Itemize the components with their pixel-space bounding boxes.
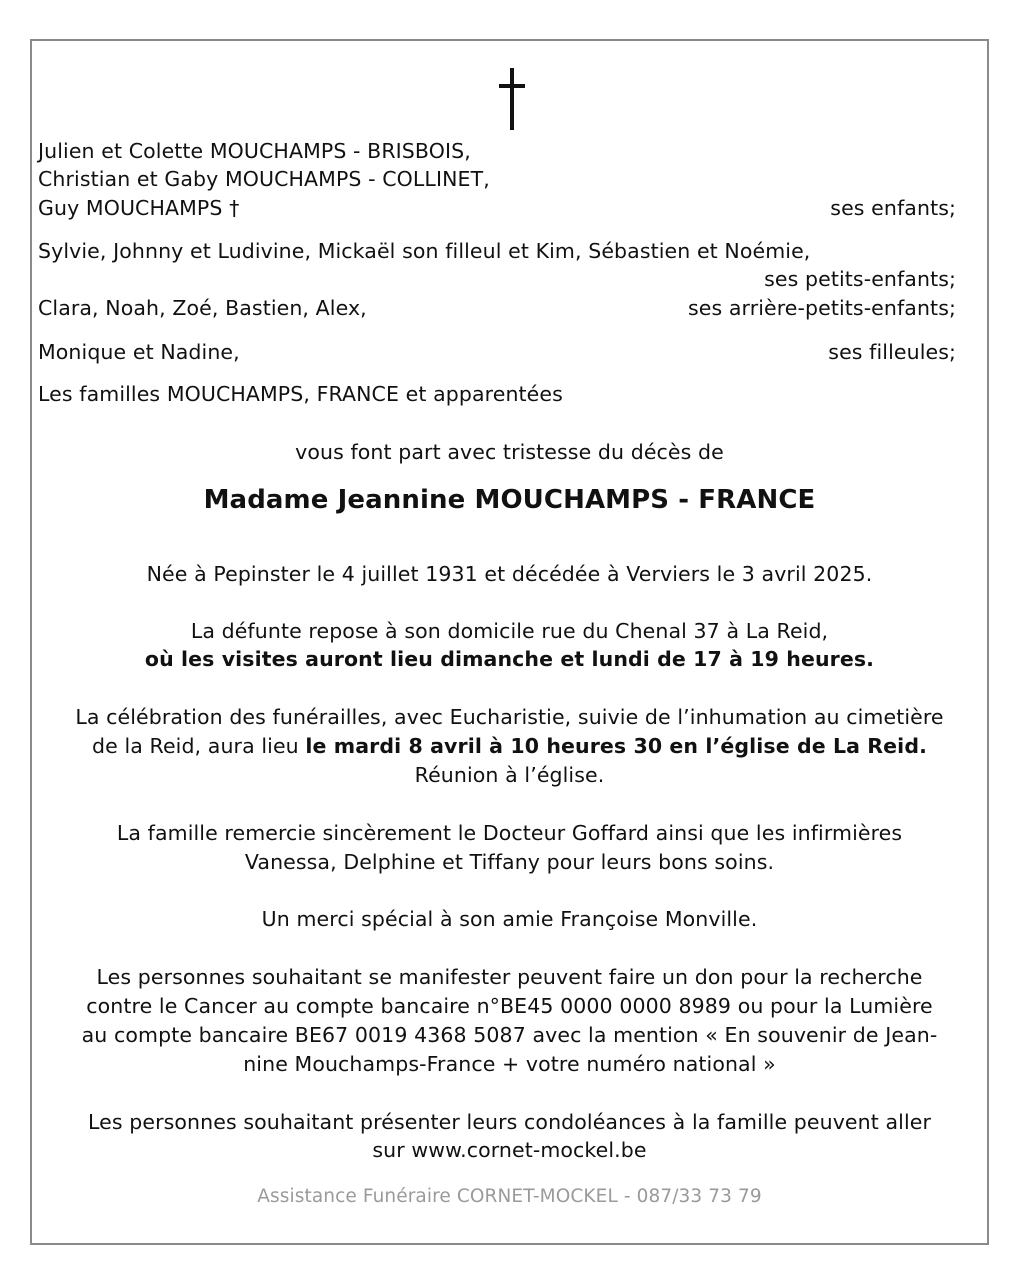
funeral-home-footer: Assistance Funéraire CORNET-MOCKEL - 087/33 73 79 [257, 1186, 762, 1207]
funeral-line-1: La célébration des funérailles, avec Eucharistie, suivie de l’inhumation au cimetière [75, 705, 944, 729]
funeral-datetime: le mardi 8 avril à 10 heures 30 en l’église de La Reid. [305, 734, 927, 758]
children-line-1: Julien et Colette MOUCHAMPS - BRISBOIS, [38, 139, 471, 163]
donation-line-4: nine Mouchamps-France + votre numéro national » [243, 1052, 776, 1076]
visitation-line-1: La défunte repose à son domicile rue du Chenal 37 à La Reid, [190, 619, 829, 643]
great-grandchildren-names: Clara, Noah, Zoé, Bastien, Alex, [38, 296, 367, 320]
special-thanks: Un merci spécial à son amie Françoise Monville. [261, 907, 758, 931]
funeral-line-2 [30, 732, 989, 760]
goddaughters-names: Monique et Nadine, [38, 340, 240, 364]
funeral-line-3: Réunion à l’église. [414, 763, 605, 787]
visitation-line-2: où les visites auront lieu dimanche et lundi de 17 à 19 heures. [144, 647, 875, 671]
grandchildren-role: ses petits-enfants; [764, 267, 956, 291]
deceased-name: Madame Jeannine MOUCHAMPS - FRANCE [203, 485, 816, 515]
funeral-line-2-text: de la Reid, aura lieu [92, 734, 306, 758]
donation-line-3: au compte bancaire BE67 0019 4368 5087 avec la mention « En souvenir de Jean- [81, 1023, 938, 1047]
donation-line-2: contre le Cancer au compte bancaire n°BE45 0000 0000 8989 ou pour la Lumière [86, 994, 933, 1018]
donation-line-1: Les personnes souhaitant se manifester peuvent faire un don pour la recherche [96, 965, 923, 989]
extended-family: Les familles MOUCHAMPS, FRANCE et apparentées [38, 382, 563, 406]
birth-death: Née à Pepinster le 4 juillet 1931 et décédée à Verviers le 3 avril 2025. [146, 562, 873, 586]
grandchildren-names: Sylvie, Johnny et Ludivine, Mickaël son filleul et Kim, Sébastien et Noémie, [38, 239, 811, 263]
thanks-line-2: Vanessa, Delphine et Tiffany pour leurs bons soins. [244, 850, 775, 874]
goddaughters-role: ses filleules; [828, 340, 956, 364]
children-role: ses enfants; [830, 196, 956, 220]
great-grandchildren-role: ses arrière-petits-enfants; [687, 296, 956, 320]
cross-icon [499, 68, 525, 130]
announcement: vous font part avec tristesse du décès de [295, 440, 724, 464]
condolences-line-1: Les personnes souhaitant présenter leurs condoléances à la famille peuvent aller [88, 1110, 931, 1134]
condolences-line-2: sur www.cornet-mockel.be [372, 1138, 647, 1162]
thanks-line-1: La famille remercie sincèrement le Docteur Goffard ainsi que les infirmières [116, 821, 903, 845]
children-line-3: Guy MOUCHAMPS † [38, 196, 240, 220]
children-line-2: Christian et Gaby MOUCHAMPS - COLLINET, [38, 167, 490, 191]
